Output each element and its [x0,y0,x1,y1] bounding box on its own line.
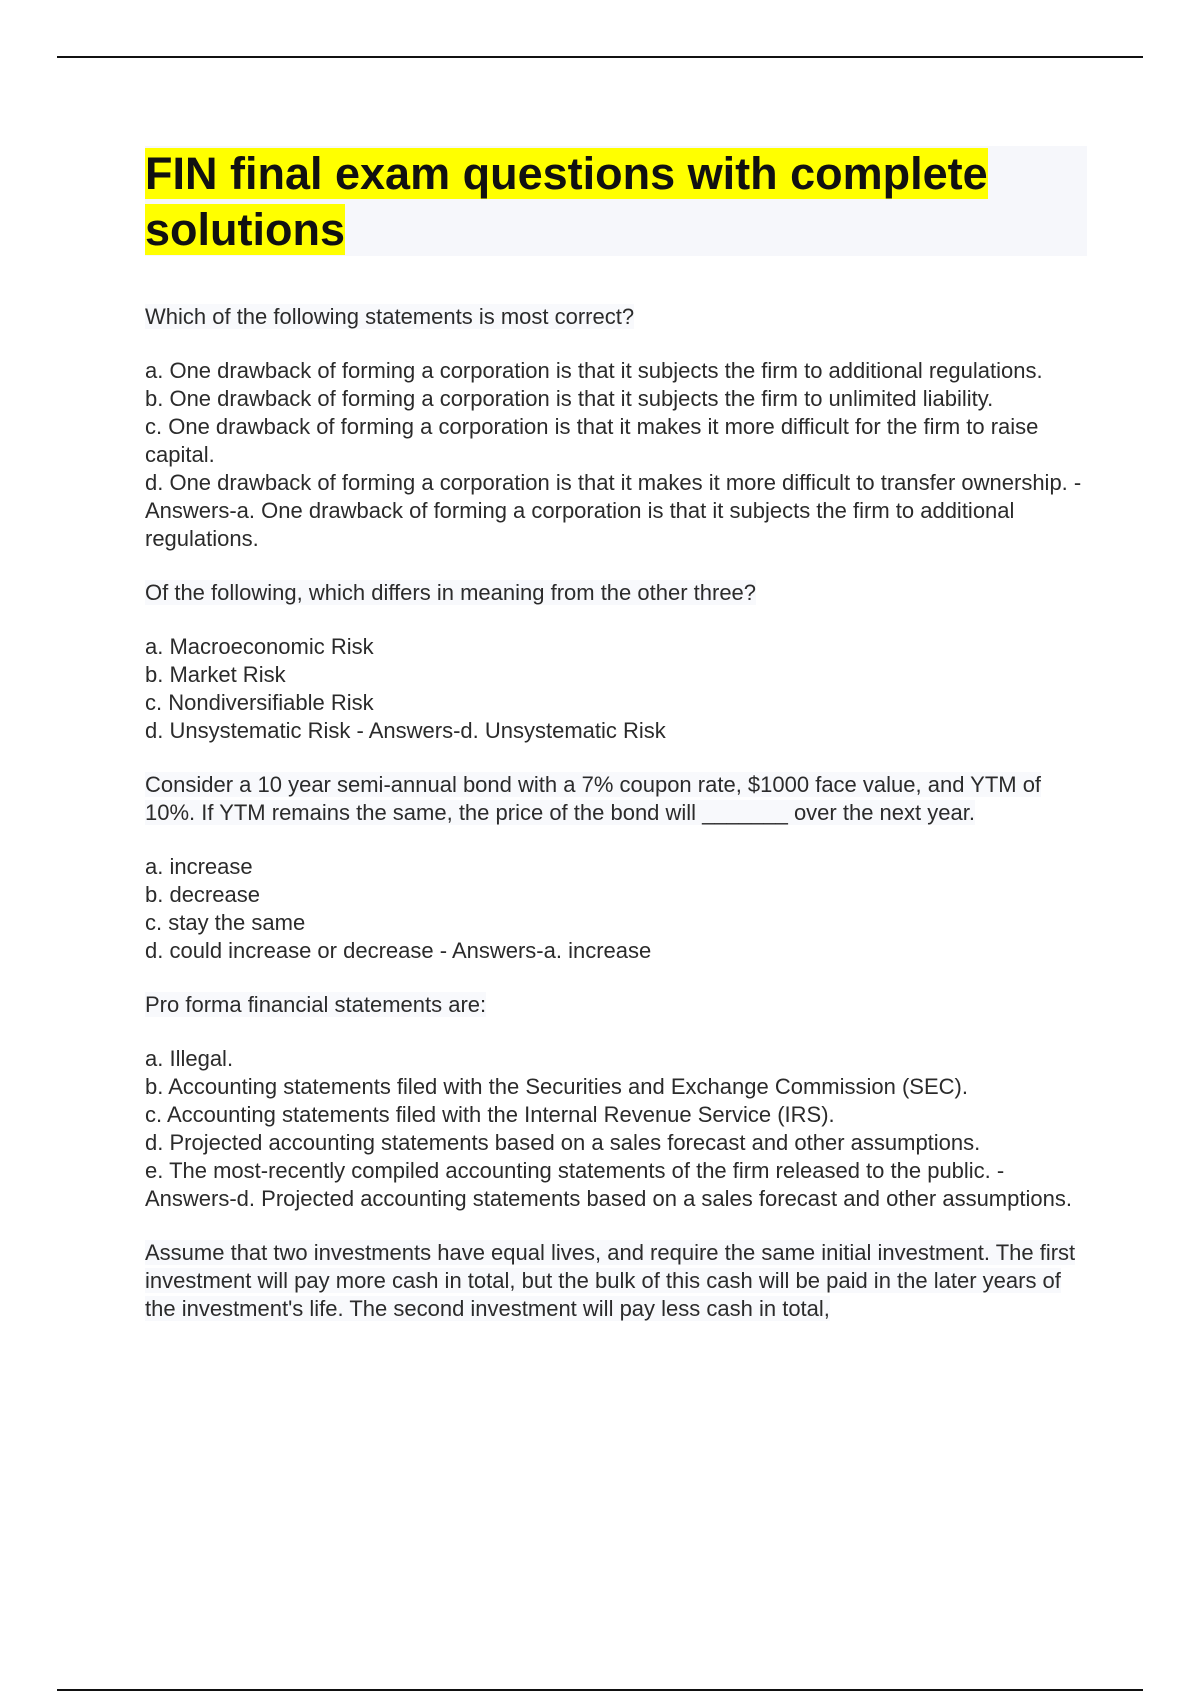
answer-options [145,853,1085,965]
header-rule [57,56,1143,58]
option-b: b. Accounting statements filed with the Securities and Exchange Commission (SEC). [145,1074,968,1099]
question-text: Consider a 10 year semi-annual bond with a 7% coupon rate, $1000 face value, and YTM of 10%. If YTM remains the same, the price of the bond will _______ over the next year. [145,772,1042,825]
document-body [145,303,1085,1323]
option-a: a. increase [145,854,253,879]
question-1 [145,303,1085,553]
option-c: c. stay the same [145,910,306,935]
option-b: b. decrease [145,882,260,907]
question-text: Assume that two investments have equal lives, and require the same initial investment. The first investment will pay more cash in total, but the bulk of this cash will be paid in the later years of the investment's life. The second investment will pay less cash in total, [145,1240,1076,1321]
option-c: c. One drawback of forming a corporation is that it makes it more difficult for the firm to raise capital. [145,414,1039,467]
answer-options [145,1045,1085,1213]
question-text: Which of the following statements is most correct? [145,304,635,329]
option-d-with-answer: d. One drawback of forming a corporation is that it makes it more difficult to transfer ownership. - Answers-a. One drawback of forming a corporation is that it subjects the firm to additional regulations. [145,470,1082,551]
question-text: Of the following, which differs in meaning from the other three? [145,580,757,605]
question-text: Pro forma financial statements are: [145,992,487,1017]
answer-options [145,633,1085,745]
question-5 [145,1239,1085,1323]
question-2 [145,579,1085,745]
question-3 [145,771,1085,965]
title-block [145,146,1087,256]
title-highlight: FIN final exam questions with complete solutions [145,148,988,255]
option-c: c. Nondiversifiable Risk [145,690,374,715]
option-d: d. Projected accounting statements based on a sales forecast and other assumptions. [145,1130,981,1155]
option-a: a. One drawback of forming a corporation is that it subjects the firm to additional regulations. [145,358,1043,383]
option-d-with-answer: d. could increase or decrease - Answers-a. increase [145,938,652,963]
option-b: b. Market Risk [145,662,286,687]
footer-rule [57,1689,1143,1691]
option-c: c. Accounting statements filed with the Internal Revenue Service (IRS). [145,1102,835,1127]
option-b: b. One drawback of forming a corporation is that it subjects the firm to unlimited liability. [145,386,994,411]
option-e-with-answer: e. The most-recently compiled accounting statements of the firm released to the public. - Answers-d. Projected accounting statements based on a sales forecast and other assumptions. [145,1158,1072,1211]
option-d-with-answer: d. Unsystematic Risk - Answers-d. Unsystematic Risk [145,718,666,743]
option-a: a. Illegal. [145,1046,234,1071]
option-a: a. Macroeconomic Risk [145,634,374,659]
question-4 [145,991,1085,1213]
document-title [145,146,1075,258]
answer-options [145,357,1085,553]
